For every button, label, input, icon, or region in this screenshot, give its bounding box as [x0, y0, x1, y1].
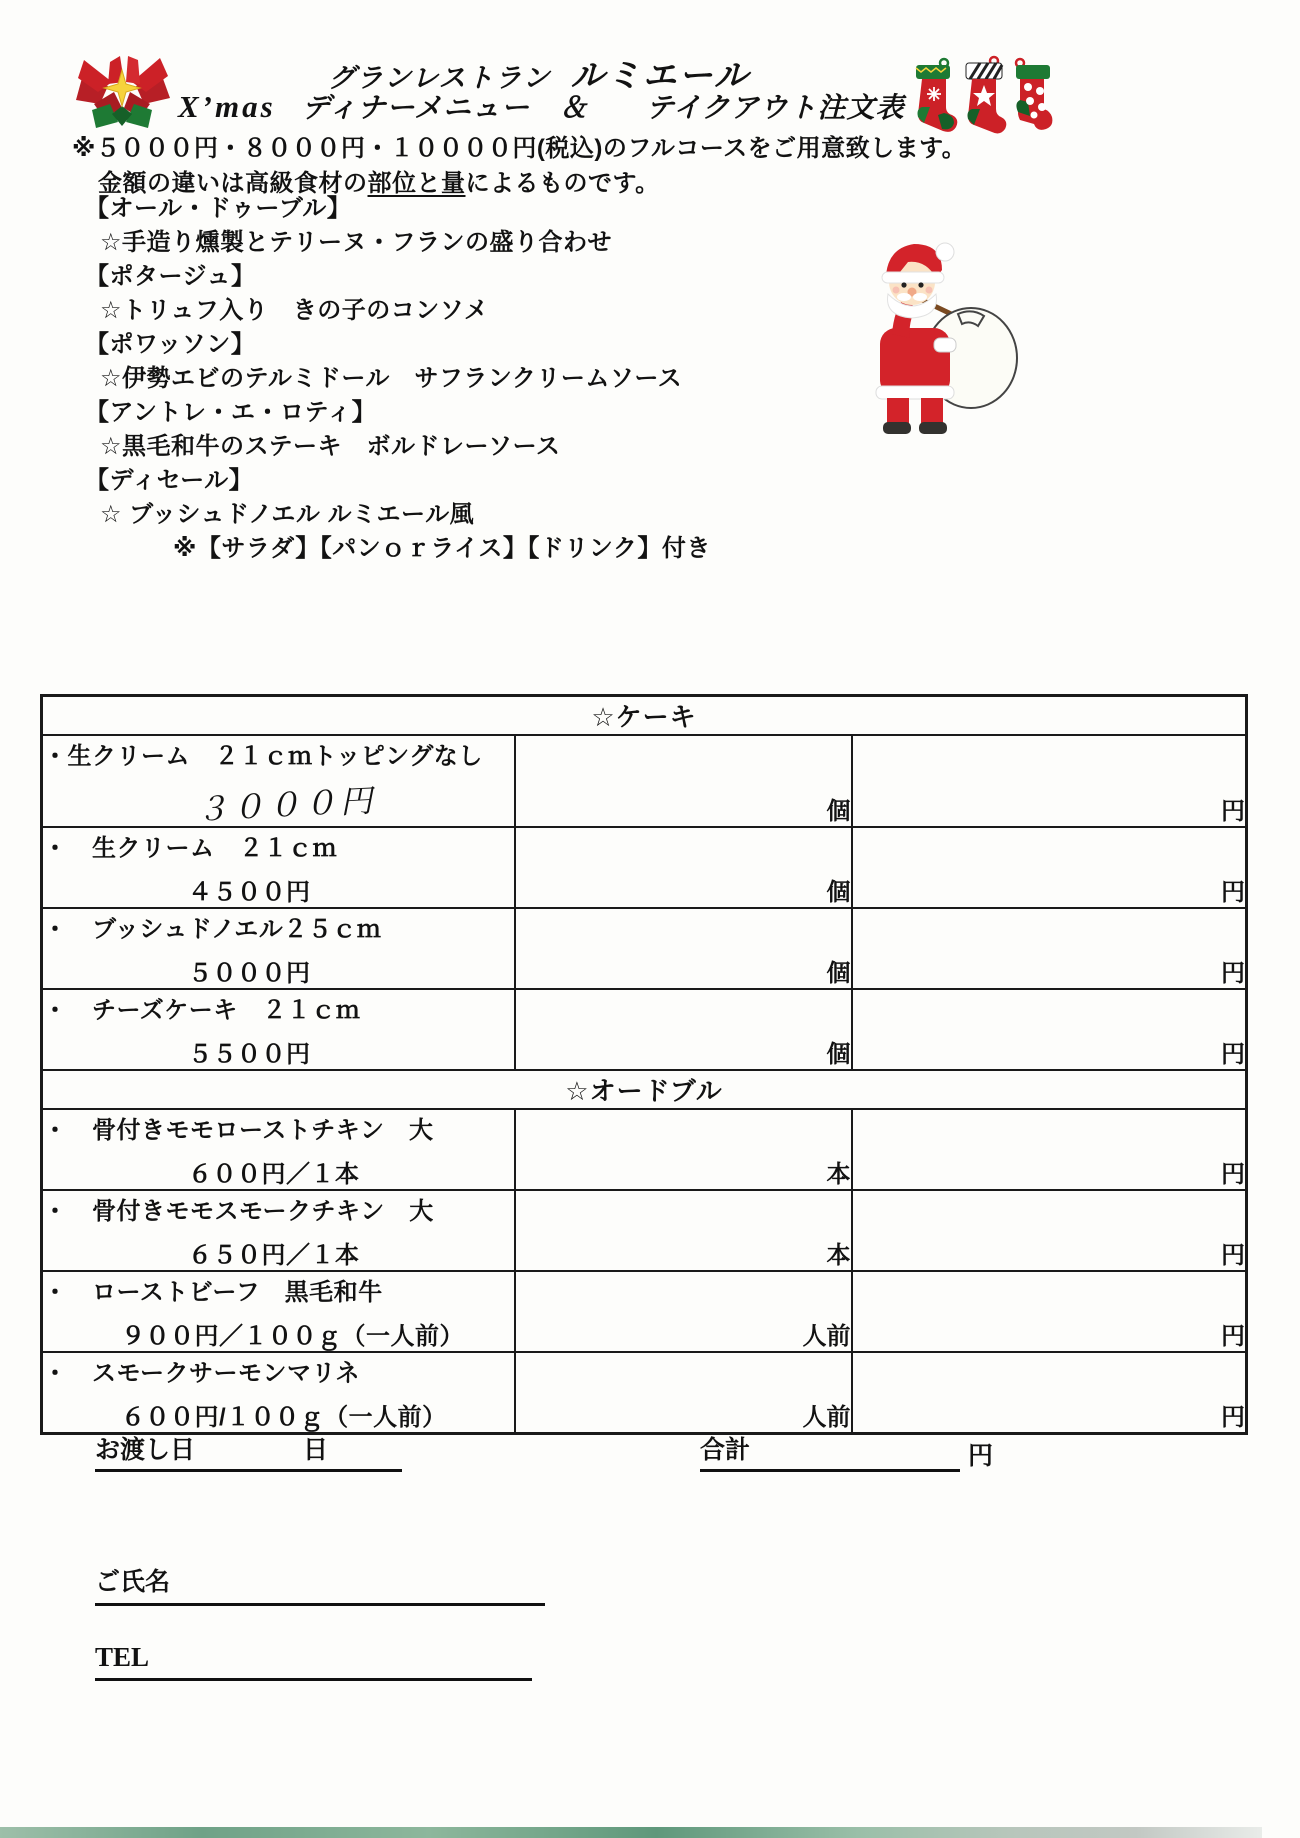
day-label: 日 [303, 1436, 329, 1464]
item-name-cell [42, 1271, 515, 1352]
menu-category-poisson: 【ポワッソン】 [85, 331, 256, 358]
menu-included-note: ※【サラダ】【パンｏｒライス】【ドリンク】付き [173, 535, 711, 562]
handover-date-line [95, 1430, 402, 1472]
menu-item-buche-de-noel: ☆ ブッシュドノエル ルミエール風 [100, 501, 475, 528]
item-name: ・ スモークサーモンマリネ [43, 1360, 361, 1387]
price-difference-prefix: 金額の違いは高級食材の [98, 170, 368, 197]
table-row-buche-de-noel [42, 908, 1247, 989]
amount-cell[interactable] [852, 827, 1247, 908]
item-name-cell [42, 989, 515, 1070]
unit-label: 個 [826, 960, 851, 987]
quantity-cell[interactable] [515, 908, 852, 989]
unit-label: 人前 [802, 1404, 851, 1431]
handover-date-label: お渡し日 [95, 1436, 196, 1464]
restaurant-title-prefix: グランレストラン [328, 63, 551, 93]
telephone-field[interactable] [95, 1642, 532, 1681]
course-price-note: ※５０００円・８０００円・１００００円(税込)のフルコースをご用意致します。 [72, 135, 967, 162]
unit-label: 人前 [802, 1323, 851, 1350]
item-name-cell [42, 1109, 515, 1190]
telephone-label: TEL [95, 1642, 150, 1672]
menu-item-truffle-consomme: ☆トリュフ入り きの子のコンソメ [100, 297, 489, 324]
item-name: ・ ブッシュドノエル２５ｃｍ [43, 916, 382, 943]
table-section-cake [42, 696, 1247, 736]
menu-category-dessert: 【ディセール】 [85, 467, 254, 494]
item-name: ・ 生クリーム ２１ｃｍ [43, 835, 337, 862]
restaurant-title-name: ルミエール [570, 57, 750, 95]
item-name: ・ 骨付きモモスモークチキン 大 [43, 1198, 434, 1225]
amount-cell[interactable] [852, 908, 1247, 989]
total-field[interactable] [700, 1430, 960, 1472]
amount-cell[interactable] [852, 735, 1247, 827]
christmas-stockings-icon [908, 55, 1058, 135]
hors-doeuvre-section-title: ☆オードブル [42, 1070, 1247, 1109]
table-row-fresh-cream-no-topping [42, 735, 1247, 827]
quantity-cell[interactable] [515, 1271, 852, 1352]
menu-category-potage: 【ポタージュ】 [85, 263, 256, 290]
course-menu [85, 192, 711, 566]
amount-cell[interactable] [852, 989, 1247, 1070]
yen-label: 円 [1221, 1041, 1246, 1068]
menu-category-entree-roti: 【アントレ・エ・ロティ】 [85, 399, 377, 426]
quantity-cell[interactable] [515, 735, 852, 827]
total-yen-label: 円 [968, 1442, 994, 1470]
quantity-cell[interactable] [515, 989, 852, 1070]
item-name-cell [42, 908, 515, 989]
amount-cell[interactable] [852, 1271, 1247, 1352]
item-price: ６００円/１００ｇ（一人前） [121, 1404, 447, 1431]
table-row-smoked-chicken [42, 1190, 1247, 1271]
unit-label: 個 [826, 879, 851, 906]
amount-cell[interactable] [852, 1190, 1247, 1271]
table-section-hors-doeuvre [42, 1070, 1247, 1109]
item-price: ４５００円 [188, 879, 311, 906]
item-price: ６００円／１本 [188, 1161, 360, 1188]
item-name-cell [42, 827, 515, 908]
item-name: ・ チーズケーキ ２１ｃｍ [43, 997, 361, 1024]
table-row-roast-chicken [42, 1109, 1247, 1190]
yen-label: 円 [1221, 798, 1246, 825]
total-line [700, 1430, 993, 1472]
takeout-order-table [40, 694, 1248, 1435]
customer-name-field[interactable] [95, 1562, 545, 1606]
item-price-handwritten: ３０００円 [195, 781, 377, 829]
price-difference-underlined: 部位と量 [367, 170, 466, 197]
yen-label: 円 [1221, 1404, 1246, 1431]
amount-cell[interactable] [852, 1109, 1247, 1190]
yen-label: 円 [1221, 960, 1246, 987]
total-label: 合計 [700, 1436, 751, 1464]
unit-label: 個 [826, 798, 851, 825]
customer-name-label: ご氏名 [95, 1568, 171, 1596]
item-name-cell [42, 735, 515, 827]
menu-item-lobster-thermidor: ☆伊勢エビのテルミドール サフランクリームソース [100, 365, 683, 392]
quantity-cell[interactable] [515, 1190, 852, 1271]
item-name-cell [42, 1352, 515, 1434]
item-price: ６５０円／１本 [188, 1242, 360, 1269]
table-row-fresh-cream [42, 827, 1247, 908]
scanner-edge-artifact [0, 1827, 1262, 1838]
form-title-text: ディナーメニュー ＆ テイクアウト注文表 [301, 92, 905, 123]
item-name: ・ 骨付きモモローストチキン 大 [43, 1117, 434, 1144]
menu-item-wagyu-steak: ☆黒毛和牛のステーキ ボルドレーソース [100, 433, 561, 460]
item-name: ・ ローストビーフ 黒毛和牛 [43, 1279, 383, 1306]
santa-icon [808, 230, 1023, 440]
item-price: ５５００円 [188, 1041, 311, 1068]
menu-category-hors-doeuvre: 【オール・ドゥーブル】 [85, 195, 352, 222]
cake-section-title: ☆ケーキ [42, 696, 1247, 736]
item-price: ５０００円 [188, 960, 311, 987]
poinsettia-ribbon-icon [70, 48, 175, 136]
yen-label: 円 [1221, 1323, 1246, 1350]
price-difference-suffix: によるものです。 [465, 170, 660, 197]
quantity-cell[interactable] [515, 827, 852, 908]
xmas-label: X’mas [178, 89, 276, 124]
quantity-cell[interactable] [515, 1109, 852, 1190]
yen-label: 円 [1221, 1161, 1246, 1188]
yen-label: 円 [1221, 879, 1246, 906]
item-name-cell [42, 1190, 515, 1271]
unit-label: 本 [826, 1242, 851, 1269]
form-title [178, 86, 905, 126]
table-row-cheesecake [42, 989, 1247, 1070]
quantity-cell[interactable] [515, 1352, 852, 1434]
unit-label: 個 [826, 1041, 851, 1068]
yen-label: 円 [1221, 1242, 1246, 1269]
table-row-roast-beef [42, 1271, 1247, 1352]
menu-item-smoked-terrine: ☆手造り燻製とテリーヌ・フランの盛り合わせ [100, 229, 613, 256]
amount-cell[interactable] [852, 1352, 1247, 1434]
item-name: ・生クリーム ２１ｃｍトッピングなし [43, 743, 483, 770]
unit-label: 本 [826, 1161, 851, 1188]
table-row-smoked-salmon [42, 1352, 1247, 1434]
item-price: ９００円／１００ｇ（一人前） [121, 1323, 464, 1350]
